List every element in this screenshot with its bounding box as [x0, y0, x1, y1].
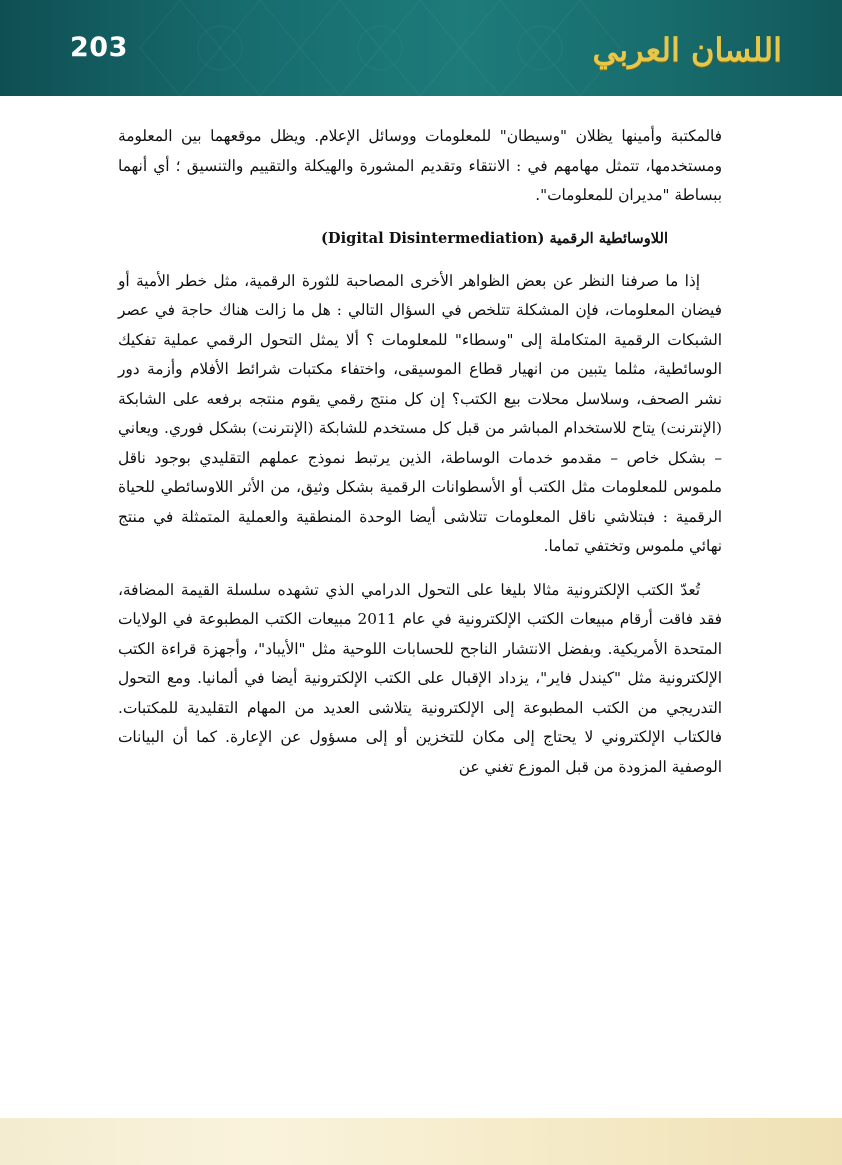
page-number: 203 [70, 32, 128, 63]
article-body [118, 122, 722, 782]
section-heading: اللاوسائطية الرقمية (Digital Disintermediation) [321, 229, 668, 247]
page-footer-band [0, 1118, 842, 1165]
paragraph-3: تُعدّ الكتب الإلكترونية مثالا بليغا على التحول الدرامي الذي تشهده سلسلة القيمة المضافة، فقد فاقت أرقام مبيعات الكتب الإلكترونية في عام 2011 مبيعات الكتب المطبوعة في الولايات المتحدة الأمريكية. وبفضل الانتشار الناجح للحسابات اللوحية مثل "الأيباد"، وأجهزة قراءة الكتب الإلكترونية مثل "كيندل فاير"، يزداد الإقبال على الكتب الإلكترونية أيضا في ألمانيا. ومع التحول التدريجي من الكتب المطبوعة إلى الإلكترونية يتلاشى العديد من المهام التقليدية للمكتبات. فالكتاب الإلكتروني لا يحتاج إلى مكان للتخزين أو إلى مسؤول عن الإعارة. كما أن البيانات الوصفية المزودة من قبل الموزع تغني عن [118, 580, 722, 776]
paragraph-2: إذا ما صرفنا النظر عن بعض الظواهر الأخرى المصاحبة للثورة الرقمية، مثل خطر الأمية أو فيضان المعلومات، فإن المشكلة تتلخص في السؤال التالي : هل ما زالت هناك حاجة في عصر الشبكات الرقمية المتكاملة إلى "وسطاء" للمعلومات ؟ ألا يمثل التحول الرقمي عملية تفكيك الوسائطية، مثلما يتبين من انهيار قطاع الموسيقى، واختفاء مكتبات شرائط الأفلام وأزمة دور نشر الصحف، وسلاسل محلات بيع الكتب؟ إن كل منتج رقمي يقوم منتجه برفعه على الشابكة (الإنترنت) يتاح للاستخدام المباشر من قبل كل مستخدم للشابكة (الإنترنت) بشكل فوري. ويعاني – بشكل خاص – مقدمو خدمات الوساطة، الذين يرتبط نموذج عملهم التقليدي بوجود ناقل ملموس للمعلومات مثل الكتب أو الأسطوانات الرقمية بشكل وثيق، من الأثر اللاوسائطي للحياة الرقمية : فبتلاشي ناقل المعلومات تتلاشى أيضا الوحدة المنطقية والعملية المتمثلة في منتج نهائي ملموس وتختفي تماما. [118, 271, 722, 555]
paragraph-1: فالمكتبة وأمينها يظلان "وسيطان" للمعلومات ووسائل الإعلام. ويظل موقعهما بين المعلومة ومستخدمها، تتمثل مهامهم في : الانتقاء وتقديم المشورة والهيكلة والتقييم والتنسيق ؛ أي أنهما ببساطة "مديران للمعلومات". [118, 127, 722, 204]
paragraph-gap [118, 562, 722, 576]
page-header [0, 0, 842, 96]
journal-logo: اللسان العربي [592, 31, 782, 69]
